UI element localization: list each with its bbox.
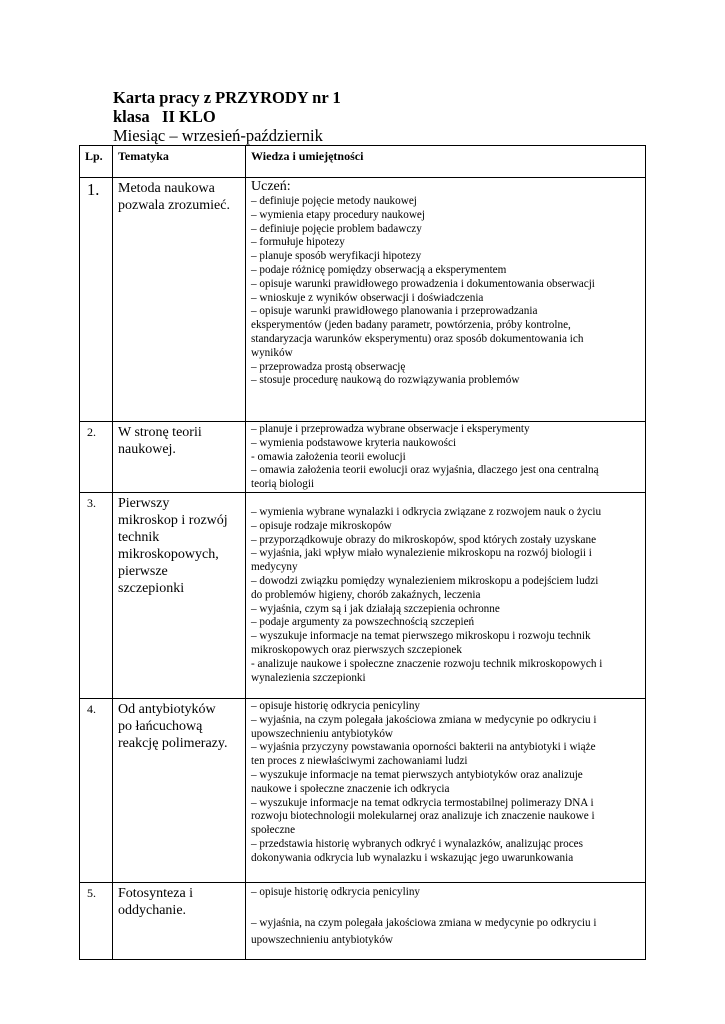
list-item: – formułuje hipotezy <box>251 236 345 249</box>
list-item: – planuje i przeprowadza wybrane obserwacje i eksperymenty <box>251 423 530 435</box>
row-number: 1. <box>80 178 113 422</box>
list-item: – omawia założenia teorii ewolucji oraz wyjaśnia, dlaczego jest ona centralną <box>251 464 599 477</box>
list-item: mikroskopowych oraz pierwszych szczepionek <box>251 643 462 656</box>
topic-line: Pierwszy <box>118 495 170 511</box>
topic-line: szczepionki <box>118 580 185 596</box>
list-item: – opisuje warunki prawidłowego prowadzenia i dokumentowania obserwacji <box>251 277 595 290</box>
row-number: 4. <box>80 698 113 882</box>
topic-line: technik <box>118 529 160 545</box>
list-item: naukowe i społeczne znaczenie ich odkrycia <box>251 782 450 795</box>
list-item: – przeprowadza prostą obserwację <box>251 360 406 373</box>
list-item: upowszechnieniu antybiotyków <box>251 727 393 740</box>
topic-line: mikroskop i rozwój <box>118 512 228 528</box>
header-topic: Tematyka <box>113 146 246 178</box>
topic-line: W stronę teorii <box>118 425 202 440</box>
list-item: upowszechnieniu antybiotyków <box>251 933 393 946</box>
topic-line: Metoda naukowa <box>118 181 215 196</box>
document-title: Karta pracy z PRZYRODY nr 1 <box>113 88 341 107</box>
header-knowledge: Wiedza i umiejętności <box>246 146 646 178</box>
row-topic <box>113 492 246 698</box>
list-item: – podaje różnicę pomiędzy obserwacją a eksperymentem <box>251 263 507 276</box>
list-item: – podaje argumenty za powszechnością szczepień <box>251 616 475 629</box>
row-description <box>246 882 646 959</box>
list-item: – opisuje historię odkrycia penicyliny <box>251 699 421 712</box>
row-topic <box>113 698 246 882</box>
row-number: 2. <box>80 422 113 493</box>
list-item: – stosuje procedurę naukową do rozwiązywania problemów <box>251 374 520 387</box>
row-description <box>246 698 646 882</box>
row-description <box>246 178 646 422</box>
list-item: – wymienia podstawowe kryteria naukowości <box>251 436 457 449</box>
list-item: - analizuje naukowe i społeczne znaczenie rozwoju technik mikroskopowych i <box>251 657 603 670</box>
month-label: Miesiąc – wrzesień-październik <box>113 126 323 145</box>
list-item: rozwoju biotechnologii molekularnej oraz analizuje ich znaczenie naukowe i <box>251 810 595 823</box>
topic-line: reakcję polimerazy. <box>118 735 228 751</box>
topic-line: po łańcuchową <box>118 718 203 734</box>
list-item: – planuje sposób weryfikacji hipotezy <box>251 250 422 263</box>
list-item: – wyjaśnia, czym są i jak działają szczepienia ochronne <box>251 602 500 615</box>
table-row <box>80 422 646 493</box>
row-number: 5. <box>80 882 113 959</box>
list-item: – opisuje warunki prawidłowego planowania i przeprowadzania <box>251 305 538 318</box>
list-item: społeczne <box>251 824 296 837</box>
list-item: - omawia założenia teorii ewolucji <box>251 450 406 463</box>
list-item: medycyny <box>251 561 298 574</box>
topic-line: naukowej. <box>118 442 176 457</box>
curriculum-table <box>79 145 646 960</box>
table-header-row <box>80 146 646 178</box>
topic-line: pozwala zrozumieć. <box>118 198 230 213</box>
list-item: – wymienia etapy procedury naukowej <box>251 208 425 221</box>
table-row <box>80 492 646 698</box>
list-item: – wyjaśnia, na czym polegała jakościowa zmiana w medycynie po odkryciu i <box>251 713 597 726</box>
list-item: standaryzacja warunków eksperymentu) oraz sposób dokumentowania ich <box>251 332 584 345</box>
list-item: dokonywania odkrycia lub wynalazku i wskazując jego uwarunkowania <box>251 851 574 864</box>
table-row <box>80 882 646 959</box>
topic-line: mikroskopowych, <box>118 546 219 562</box>
list-item: eksperymentów (jeden badany parametr, powtórzenia, próby kontrolne, <box>251 319 571 332</box>
spacer <box>251 901 643 915</box>
pupil-intro: Uczeń: <box>251 179 291 194</box>
topic-line: Od antybiotyków <box>118 701 216 717</box>
list-item: do problemów higieny, chorób zakaźnych, leczenia <box>251 588 481 601</box>
header-lp: Lp. <box>80 146 113 178</box>
topic-line: pierwsze <box>118 563 168 579</box>
list-item: teorią biologii <box>251 478 315 491</box>
list-item: – wyszukuje informacje na temat pierwszych antybiotyków oraz analizuje <box>251 768 583 781</box>
table-row <box>80 698 646 882</box>
list-item: – wyjaśnia, jaki wpływ miało wynalezienie mikroskopu na rozwój biologii i <box>251 547 592 560</box>
list-item: – definiuje pojęcie metody naukowej <box>251 195 417 207</box>
table-row <box>80 178 646 422</box>
list-item: – definiuje pojęcie problem badawczy <box>251 222 422 235</box>
list-item: – opisuje rodzaje mikroskopów <box>251 519 392 532</box>
list-item: – wyszukuje informacje na temat odkrycia termostabilnej polimerazy DNA i <box>251 796 594 809</box>
list-item: – opisuje historię odkrycia penicyliny <box>251 885 421 898</box>
row-number: 3. <box>80 492 113 698</box>
class-label: klasa II KLO <box>113 107 216 126</box>
document-header <box>113 88 341 145</box>
list-item: wynalezienia szczepionki <box>251 671 366 684</box>
row-topic <box>113 422 246 493</box>
list-item: – przedstawia historię wybranych odkryć i wynalazków, analizując proces <box>251 837 583 850</box>
list-item: – wnioskuje z wyników obserwacji i doświadczenia <box>251 291 484 304</box>
list-item: – wymienia wybrane wynalazki i odkrycia związane z rozwojem nauk o życiu <box>251 505 602 518</box>
list-item: – dowodzi związku pomiędzy wynalezieniem mikroskopu a podejściem ludzi <box>251 574 599 587</box>
row-description <box>246 422 646 493</box>
list-item: – przyporządkowuje obrazy do mikroskopów, spod których zostały uzyskane <box>251 533 597 546</box>
row-topic <box>113 882 246 959</box>
list-item: – wyjaśnia przyczyny powstawania oporności bakterii na antybiotyki i wiąże <box>251 741 596 754</box>
list-item: – wyszukuje informacje na temat pierwszego mikroskopu i rozwoju technik <box>251 630 591 643</box>
list-item: wyników <box>251 346 293 359</box>
list-item: ten proces z niewłaściwymi zachowaniami ludzi <box>251 755 468 768</box>
topic-line: oddychanie. <box>118 902 187 918</box>
topic-line: Fotosynteza i <box>118 885 194 901</box>
row-description <box>246 492 646 698</box>
list-item: – wyjaśnia, na czym polegała jakościowa zmiana w medycynie po odkryciu i <box>251 916 597 929</box>
row-topic <box>113 178 246 422</box>
